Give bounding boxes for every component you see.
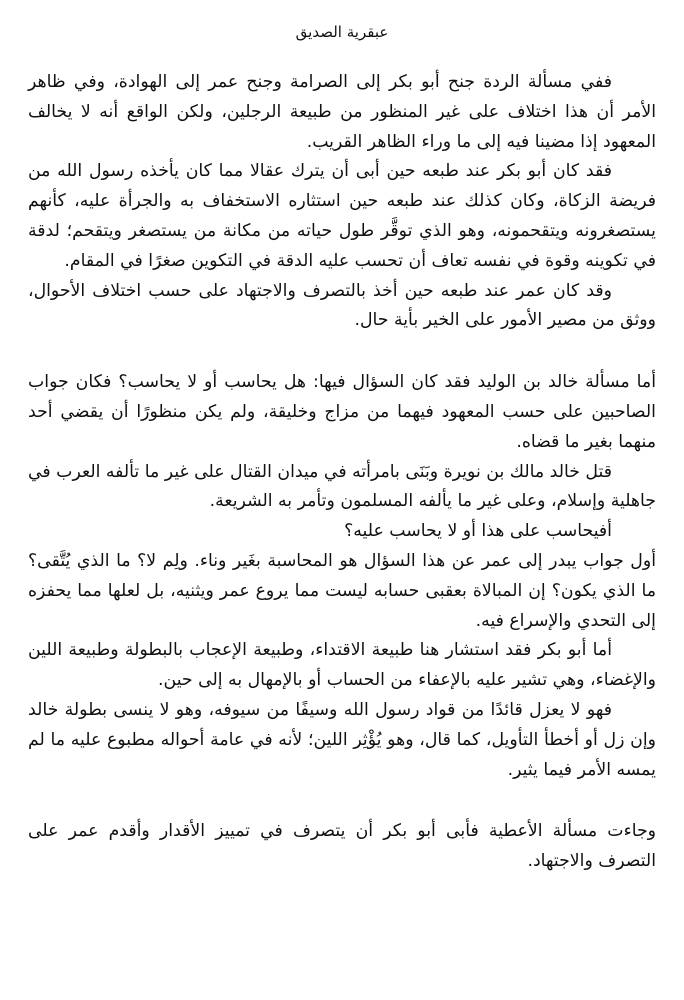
paragraph: أما مسألة خالد بن الوليد فقد كان السؤال فيها: هل يحاسب أو لا يحاسب؟ فكان جواب الصاحبين على حسب المعهود فيهما من مزاج وخليقة، ولم يكن منظورًا أن يقضي أحد منهما بغير ما قضاه. [28,372,656,452]
paragraph: وجاءت مسألة الأعطية فأبى أبو بكر أن يتصرف في تمييز الأقدار وأقدم عمر على التصرف والاجتهاد. [28,821,656,872]
paragraph: أما أبو بكر فقد استشار هنا طبيعة الاقتداء، وطبيعة الإعجاب بالبطولة وطبيعة اللين والإغضاء، وهي تشير عليه بالإعفاء من الحساب أو بالإمهال به إلى حين. [28,640,656,691]
paragraph: أول جواب يبدر إلى عمر عن هذا السؤال هو المحاسبة بغَير وناء. ولِم لا؟ ما الذي يُتَّقى؟ ما الذي يكون؟ إن المبالاة بعقبى حسابه ليست مما يروع عمر ويثنيه، بل لعلها مما يحفزه إلى التحدي والإسراع فيه. [28,550,656,631]
body-text [28,68,656,877]
section-gap [28,336,656,368]
page-header-title: عبقرية الصديق [295,23,389,41]
section-gap [28,785,656,817]
paragraph: قتل خالد مالك بن نويرة وبَنَى بامرأته في ميدان القتال على غير ما تألفه العرب في جاهلية وإسلام، وعلى غير ما يألفه المسلمون وتأمر به الشريعة. [28,461,656,512]
paragraph: فهو لا يعزل قائدًا من قواد رسول الله وسيفًا من سيوفه، وهو لا ينسى بطولة خالد وإن زل أو أخطأ التأويل، كما قال، وهو يُؤْثِر اللين؛ لأنه في عامة أحواله مطبوع عليه ما لم يمسه الأمر فيما يثير. [28,699,656,780]
paragraph: أفيحاسب على هذا أو لا يحاسب عليه؟ [344,521,612,542]
paragraph: فقد كان أبو بكر عند طبعه حين أبى أن يترك عقالا مما كان يأخذه رسول الله من فريضة الزكاة، وكان كذلك عند طبعه حين استثاره الاستخفاف به والجرأة عليه، كأنهم يستصغرونه ويتقحمونه، وهو الذي توقَّر طول حياته من مكانة من يستصغر ويتقحم؛ لدقة في تكوينه وقوة في نفسه تعاف أن تحسب عليه الدقة في التكوين صغرًا في المقام. [28,161,656,271]
paragraph: وقد كان عمر عند طبعه حين أخذ بالتصرف والاجتهاد على حسب اختلاف الأحوال، ووثق من مصير الأمور على الخير بأية حال. [28,280,656,331]
paragraph: ففي مسألة الردة جنح أبو بكر إلى الصرامة وجنح عمر إلى الهوادة، وفي ظاهر الأمر أن هذا اختلاف على غير المنظور من طبيعة الرجلين، ولكن الواقع أنه لا يخالف المعهود إذا مضينا فيه إلى ما وراء الظاهر القريب. [28,72,656,152]
